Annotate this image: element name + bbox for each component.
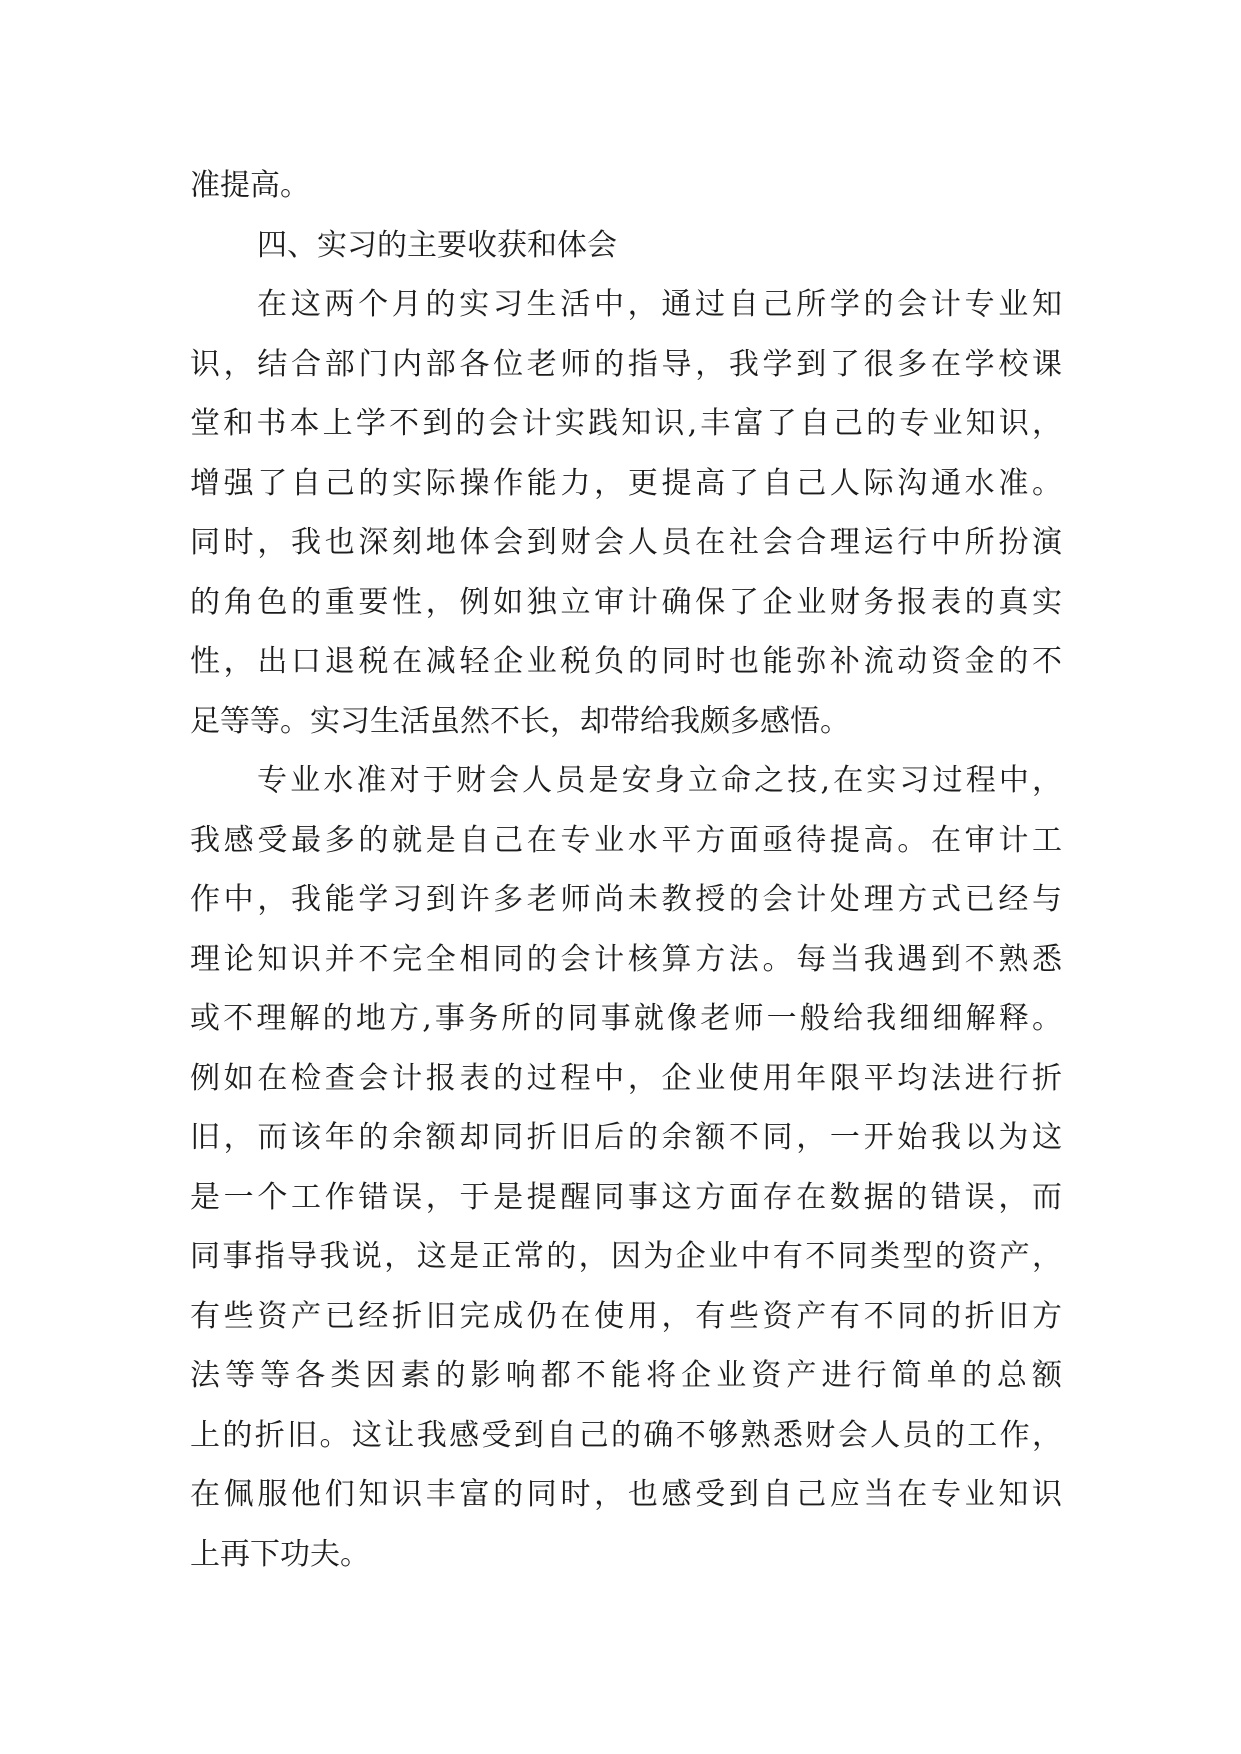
text-line: 足等等。实习生活虽然不长，却带给我颇多感悟。	[190, 703, 850, 739]
text-line: 在佩服他们知识丰富的同时，也感受到自己应当在专业知识	[190, 1477, 1062, 1512]
text-line: 的角色的重要性，例如独立审计确保了企业财务报表的真实	[190, 584, 1062, 620]
text-line: 是一个工作错误，于是提醒同事这方面存在数据的错误，而	[190, 1179, 1062, 1215]
text-line: 旧，而该年的余额却同折旧后的余额不同，一开始我以为这	[190, 1120, 1062, 1155]
paragraph	[190, 751, 1062, 1584]
section-heading: 四、实习的主要收获和体会	[257, 227, 617, 263]
paragraph	[190, 275, 1062, 751]
text-line: 专业水准对于财会人员是安身立命之技,在实习过程中，	[257, 763, 1062, 798]
text-line: 作中，我能学习到许多老师尚未教授的会计处理方式已经与	[190, 882, 1062, 917]
carryover-paragraph	[190, 156, 1062, 216]
text-line: 理论知识并不完全相同的会计核算方法。每当我遇到不熟悉	[190, 941, 1062, 977]
text-line: 性，出口退税在减轻企业税负的同时也能弥补流动资金的不	[190, 644, 1062, 679]
text-line: 识，结合部门内部各位老师的指导，我学到了很多在学校课	[190, 346, 1062, 382]
text-line: 或不理解的地方,事务所的同事就像老师一般给我细细解释。	[190, 1001, 1062, 1036]
text-line: 堂和书本上学不到的会计实践知识,丰富了自己的专业知识，	[190, 406, 1062, 441]
text-line: 法等等各类因素的影响都不能将企业资产进行简单的总额	[190, 1358, 1062, 1393]
text-line: 上的折旧。这让我感受到自己的确不够熟悉财会人员的工作，	[190, 1417, 1062, 1453]
document-body	[190, 156, 1062, 1584]
text-line: 有些资产已经折旧完成仍在使用，有些资产有不同的折旧方	[190, 1298, 1062, 1334]
text-line: 例如在检查会计报表的过程中，企业使用年限平均法进行折	[190, 1060, 1062, 1096]
text-line: 同时，我也深刻地体会到财会人员在社会合理运行中所扮演	[190, 525, 1062, 560]
text-line: 同事指导我说，这是正常的，因为企业中有不同类型的资产，	[190, 1239, 1062, 1274]
text-line: 在这两个月的实习生活中，通过自己所学的会计专业知	[257, 287, 1062, 322]
text-line: 我感受最多的就是自己在专业水平方面亟待提高。在审计工	[190, 822, 1062, 858]
text-line: 增强了自己的实际操作能力，更提高了自己人际沟通水准。	[190, 465, 1062, 501]
text-line: 准提高。	[190, 168, 310, 203]
text-line: 上再下功夫。	[190, 1536, 370, 1572]
